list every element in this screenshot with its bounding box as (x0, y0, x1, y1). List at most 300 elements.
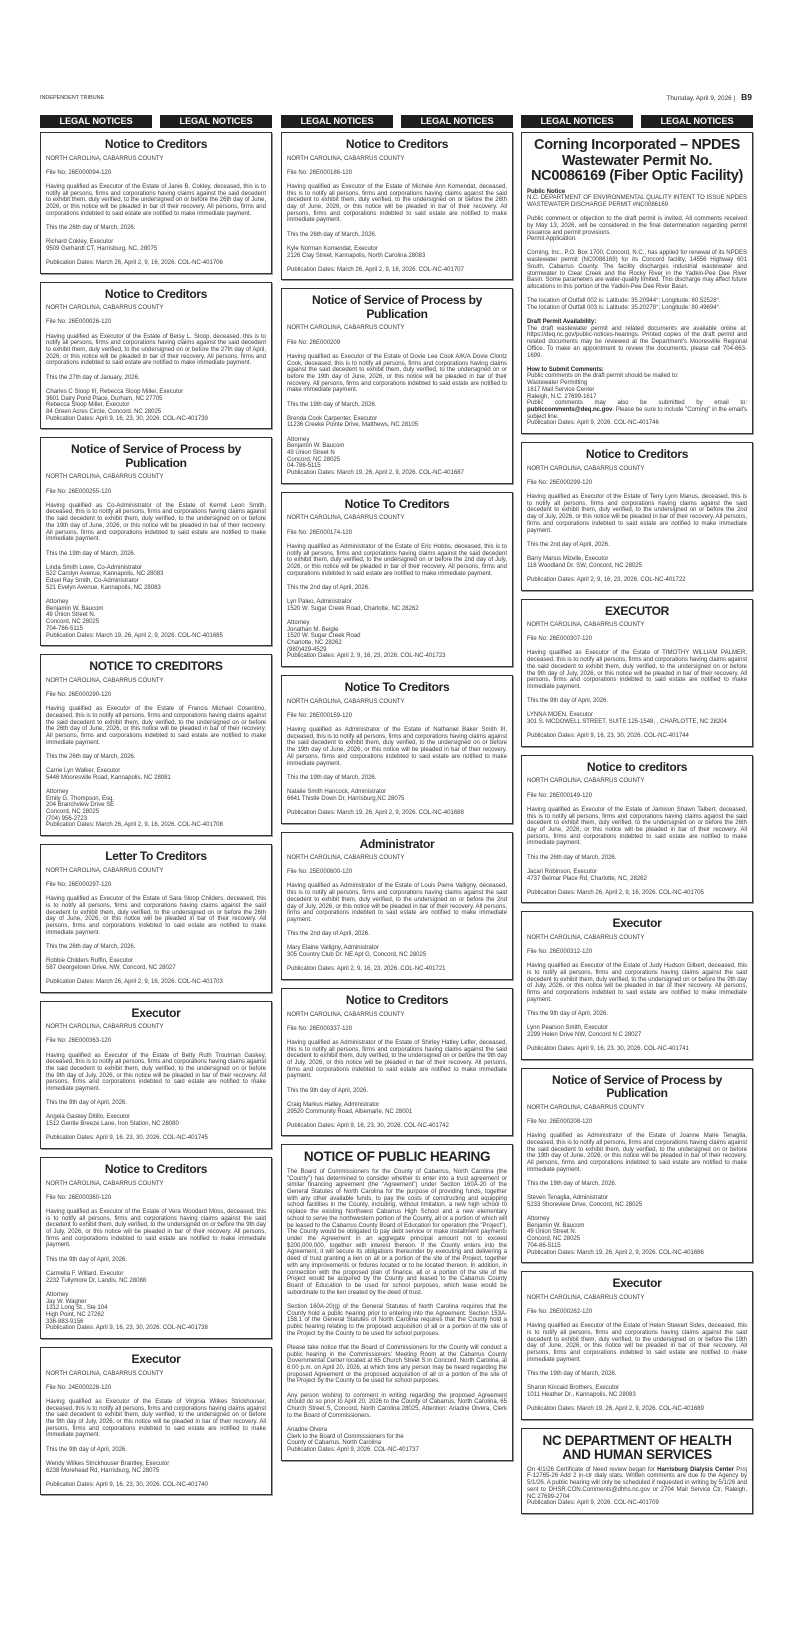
text-line: 521 Evelyn Avenue, Kannapolis, NC 28083 (46, 584, 161, 591)
publication-dates: Publication Dates: April 9, 16, 23, 30, 2026. COL-NC-401741 (527, 1046, 689, 1053)
text-line: 301 S. MCDOWELL STREET, SUITE 125-1548, , CHARLOTTE, NC 28204 (527, 719, 727, 726)
contact-block (287, 246, 507, 259)
notices-list (40, 132, 272, 1495)
notice-body: Having qualified as Executor of the Estate of Sara Sloop Childers, deceased, this is to notify all persons, firms and corporations having claims against the said decedent to exhibit them, duly verified, to the undersigned on or before the 26th day of June, 2026, or this notice will be pleaded in bar of their recovery. All persons, firms and corporations indebted to said estate are notified to make immediate payment. (46, 896, 266, 936)
text-line: Concord, NC 28025 (527, 1236, 581, 1243)
text-line: County of Cabarrus, North Carolina (287, 1440, 382, 1447)
dated-line: This the 9th day of April, 2026. (527, 698, 609, 705)
text-line: Wastewater Permitting (527, 380, 588, 387)
notice-box (281, 988, 513, 1136)
text-line: 305 Country Club Dr. NE Apt G, Concord, NC 28025 (287, 952, 427, 959)
text-line: Publication Dates: April 9, 16, 23, 30, 2026. COL-NC-401738 (46, 1325, 208, 1332)
text-line: LYNNA MOEN, Executor (527, 712, 594, 719)
notice-title: Letter To Creditors (105, 849, 207, 864)
file-number: File No: 26E000312-120 (527, 949, 593, 956)
text-line: Attorney (527, 1216, 550, 1223)
text-segment: . Please be sure to include "Corning" in the email's subject line. (527, 406, 747, 420)
newspaper-name: INDEPENDENT TRIBUNE (40, 95, 105, 101)
text-line: Publication Dates: April 2, 9, 16, 23, 2026. COL-NC-401723 (287, 653, 446, 660)
notice-title: Notice to Creditors (104, 137, 208, 151)
notice-box (521, 911, 753, 1059)
file-number: File No: 25E000600-120 (287, 869, 353, 876)
file-number: File No: 26E000307-120 (527, 636, 593, 643)
text-line: 587 Georgetown Drive, NW, Concord, NC 28027 (46, 964, 176, 971)
text-line: (704) 956-2723 (46, 815, 88, 822)
notice-box (40, 1001, 272, 1149)
text-line: 336-883-9156 (46, 1318, 84, 1325)
notice-body: Having qualified as Administrator of the Estate of Shirley Hatley Lefler, deceased, this is to notify all persons, firms and corporations having claims against the said decedent to exhibit them, duly verified, to the undersigned on or before the 9th day of July, 2026, or this notice will be pleaded in bar of their recovery. All persons, firms and corporations indebted to said estate are notified to make immediate payment. (287, 1039, 507, 1080)
text-line: 1617 Mail Service Center (527, 386, 595, 393)
text-line: 522 Carolyn Avenue, Kannapolis, NC 28083 (46, 571, 164, 578)
notice-title: Notice to Creditors (345, 993, 449, 1008)
text-line: Publication Dates: March 26, April 2, 9, 16, 2026. COL-NC-401708 (46, 822, 223, 829)
notice-paragraph (287, 1304, 507, 1338)
notice-box (40, 132, 272, 274)
notices-list (281, 132, 513, 1461)
file-number: File No: 24E000228-120 (46, 1384, 112, 1391)
text-line: Attorney (46, 788, 69, 795)
paragraph-heading: How to Submit Comments: (527, 366, 604, 373)
county-line: NORTH CAROLINA, CABARRUS COUNTY (46, 1180, 164, 1187)
file-number: File No: 26E000337-120 (287, 1025, 353, 1032)
text-line: Concord, NC 28025 (46, 809, 100, 816)
text-line: 2299 Helen Drive NW, Concord N C 28027 (527, 1031, 642, 1038)
section-banner: LEGAL NOTICES (40, 115, 152, 128)
paragraph-text: The draft wastewater permit and related documents are available online at: https://deq.nc.gov/public-notices-hearings. Printed copies of the draft permit and related documents may be reviewed at the Department's Mooresville Regional Office. To make an appointment to review the documents, please call 704-663-1699. (527, 325, 747, 359)
text-line: Carrie Lyn Walker, Executor (46, 768, 121, 775)
text-line: Lyn Paleo, Administrator (287, 599, 352, 606)
text-line: Carmella F. Willard, Executor (46, 1270, 124, 1277)
notice-title: Notice To Creditors (344, 496, 450, 511)
text-line: 704-786-5115 (46, 625, 83, 632)
text-line: (980)429-4529 (287, 646, 327, 653)
file-number: File No: 26E000255-120 (46, 488, 112, 495)
notice-box (521, 442, 753, 590)
notice-body: Having qualified as Executor of the Estate of TIMOTHY WILLIAM PALMER, deceased, this is to notify all persons, firms and corporations having claims against the said decedent to exhibit them, duly verified, to the undersigned on or before the 9th day of July, 2026, or this notice will be pleaded in bar of their recovery. All persons, firms and corporations indebted to said estate are notified to make immediate payment. (527, 650, 747, 690)
dated-line: This the 19th day of March, 2026. (287, 401, 377, 408)
dated-line: This the 19th day of March, 2026. (46, 550, 136, 557)
text-line: Kyle Norman Komendat, Executor (287, 245, 378, 252)
notice-box (281, 132, 513, 280)
section-banner: LEGAL NOTICES (521, 115, 633, 128)
text-line: Richard Cokley, Executor (46, 239, 114, 246)
file-number: File No: 26E000208-120 (527, 1119, 593, 1126)
text-line: Craig Markus Hatley, Administrator (287, 1101, 380, 1108)
county-line: NORTH CAROLINA, CABARRUS COUNTY (46, 1024, 164, 1031)
column-2 (281, 115, 513, 1469)
notice-paragraph (527, 367, 747, 427)
notice-title: Notice of Service of Process by Publication (311, 293, 483, 321)
notice-box (521, 132, 753, 434)
text-line: Edsel Ray Smith, Co-Administrator (46, 578, 139, 585)
contact-block (46, 768, 266, 781)
text-line: Rebecca Sloop Miller, Executor (46, 402, 130, 409)
text-line: The location of Outfall 003 is: Latitude: 35.20278°; Longitude: 80.49694°. (527, 304, 721, 311)
notice-paragraph (527, 250, 747, 290)
notice-box (281, 1144, 513, 1460)
text-line: High Point, NC 27262 (46, 1311, 105, 1318)
notice-box (281, 832, 513, 980)
notice-box (281, 675, 513, 823)
county-line: NORTH CAROLINA, CABARRUS COUNTY (46, 867, 164, 874)
contact-block (527, 712, 747, 725)
text-line: 04-786-5115 (287, 463, 321, 470)
dated-line: This the 26th day of March, 2026. (527, 854, 617, 861)
text-line: Charlotte, NC 28262 (287, 640, 342, 647)
dated-line: This the 27th day of January, 2026. (46, 374, 140, 381)
paragraph-text: Section 160A-20(g) of the General Statutes of North Carolina requires that the County hold a public hearing prior to entering into the Agreement. Section 153A-158.1 of the General Statutes of North Carolina requires that the County hold a public hearing relating to the proposed acquisition of all or a portion of the site of the Project by the County to be used for school purposes. (287, 1303, 507, 1337)
file-number: File No: 26E000363-120 (46, 1038, 112, 1045)
contact-block (287, 789, 507, 802)
county-line: NORTH CAROLINA, CABARRUS COUNTY (287, 1011, 405, 1018)
notice-body: Having qualified as Executor of the Estate of Michele Ann Komendat, deceased, this is to notify all persons, firms and corporations having claims against the said decedent to exhibit them, duly verified, to the undersigned on or before the 26th day of June, 2026, or this notice will be pleaded in bar of their recovery. All persons, firms and corporations indebted to said estate are notified to make immediate payment. (287, 183, 507, 224)
file-number: File No: 26E000360-120 (46, 1194, 112, 1201)
contact-block (287, 599, 507, 612)
county-line: NORTH CAROLINA, CABARRUS COUNTY (287, 325, 405, 332)
publication-dates: Publication Dates: March 26, April 2, 9, 16, 2026. COL-NC-401707 (287, 266, 464, 273)
text-line: Steven Tenaglia, Administrator (527, 1195, 608, 1202)
section-banner: LEGAL NOTICES (641, 115, 753, 128)
notice-paragraph (527, 189, 747, 209)
county-line: NORTH CAROLINA, CABARRUS COUNTY (46, 1370, 164, 1377)
contact-block (527, 1025, 747, 1038)
text-line: 2232 Tullymore Dr, Landis, NC 28088 (46, 1277, 147, 1284)
text-line: Attorney (287, 619, 310, 626)
notice-title: Corning Incorporated – NPDES Wastewater Permit No. NC0086169 (Fiber Optic Facility) (530, 137, 743, 184)
publication-dates: Publication Dates: April 9, 16, 23, 30, 2026. COL-NC-401740 (46, 1481, 208, 1488)
dated-line: This the 26th day of March, 2026. (287, 231, 377, 238)
file-number: File No: 26E000026-120 (46, 319, 112, 326)
contact-block (527, 1195, 747, 1208)
notice-box (40, 1347, 272, 1495)
text-line: Attorney (287, 436, 310, 443)
text-line: Jacari Robinson, Executor (527, 868, 598, 875)
county-line: NORTH CAROLINA, CABARRUS COUNTY (287, 855, 405, 862)
contact-block (287, 437, 507, 477)
paragraph-text (527, 400, 747, 419)
county-line: NORTH CAROLINA, CABARRUS COUNTY (527, 1294, 645, 1301)
text-line: Publication Dates: March 19, 26, April 2, 9, 2026. COL-NC-401687 (287, 470, 464, 477)
text-line: 49 Union Street N (287, 450, 335, 457)
text-line: 1312 Long St., Ste 104 (46, 1305, 108, 1312)
text-line: Attorney (46, 599, 69, 606)
text-line: 11236 Creeke Pointe Drive, Matthews, NC 28105 (287, 422, 419, 429)
notice-title: Notice to Creditors (585, 447, 689, 462)
contact-block (527, 1385, 747, 1398)
column-1 (40, 115, 272, 1503)
text-line: Natalie Smith Hancock, Administrator (287, 788, 387, 795)
contact-block (287, 945, 507, 958)
text-segment: Proj F-12765-26 Add 2 in-ctr dialy stats. Written comments are due to the Agency by 5/1/26. A public hearing will only be scheduled if requested in writing by 5/1/26 and sent to DHSR.CON.Comments@dhhs.nc.gov or 2704 Mail Service Ctr, Raleigh, NC 27699-2704 (527, 1466, 747, 1500)
text-line: 5233 Shoreview Drive, Concord, NC 28025 (527, 1201, 643, 1208)
county-line: NORTH CAROLINA, CABARRUS COUNTY (287, 515, 405, 522)
text-line: Brenda Cook Carpenter, Executor (287, 415, 378, 422)
notice-body: Having qualified as Administrator of the Estate of Joanne Marie Tenaglia, deceased, this is to notify all persons, firms and corporations having claims against the said decedent to exhibit them, duly verified, to the undersigned on or before the 19th day of June, 2026, or this notice will be pleaded in bar of their recovery. All persons, firms and corporations indebted to said estate are notified to make immediate payment. (527, 1133, 747, 1173)
bold-text: Harrisburg Dialysis Center (657, 1466, 735, 1473)
text-line: 204 Branchview Drive SE (46, 802, 115, 809)
county-line: NORTH CAROLINA, CABARRUS COUNTY (527, 934, 645, 941)
notice-title: Notice of Service of Process by Publication (551, 1072, 723, 1101)
notice-body: Having qualified as Executor of the Estate of Francis Michael Cosentino, deceased, this is to notify all persons, firms and corporations having claims against the said decedent to exhibit them, duly verified, to the undersigned on or before the 26th day of June, 2026, or this notice will be pleaded in bar of their recovery. All persons, firms and corporations indebted to said estate are notified to make immediate payment. (46, 706, 266, 746)
text-line: Concord, NC 28025 (287, 456, 341, 463)
publication-dates: Publication Dates: March 19, 26, April 2, 9, 2026. COL-NC-401688 (287, 809, 464, 816)
county-line: NORTH CAROLINA, CABARRUS COUNTY (527, 622, 645, 629)
contact-block (46, 239, 266, 252)
text-line: 5446 Mooresville Road, Kannapolis, NC 28081 (46, 774, 171, 781)
contact-block (46, 1461, 266, 1474)
publication-dates: Publication Dates: April 9, 16, 23, 30, 2026. COL-NC-401745 (46, 1135, 208, 1142)
notice-box (521, 1068, 753, 1263)
text-line: Attorney (46, 1291, 69, 1298)
text-line: Public comments on the draft permit should be mailed to: (527, 373, 679, 380)
notice-paragraph (287, 1169, 507, 1296)
text-line: Benjamin W. Baucom (527, 1222, 585, 1229)
dated-line: This the 9th day of April, 2026. (46, 1256, 128, 1263)
notice-title: NOTICE OF PUBLIC HEARING (303, 1149, 491, 1165)
notice-box (521, 755, 753, 903)
notice-body: Having qualified as Executor of the Estate of Betsy L. Sloop, deceased, this is to notify all persons, firms and corporations having claims against the said decedent to exhibit them, duly verified, to the undersigned on or before the 27th day of April, 2026, or this notice will be pleaded in bar of their recovery. All persons, firms and corporations indebted to said estate are notified to make immediate payment. (46, 333, 266, 367)
file-number: File No: 26E000159-120 (287, 712, 353, 719)
text-line: Emily G. Thompson, Esq. (46, 795, 114, 802)
text-line: Benjamin W. Baucom (46, 605, 104, 612)
text-line: Publication Dates: April 9, 2026. COL-NC-401737 (287, 1446, 419, 1453)
notice-box (40, 654, 272, 836)
section-banner: LEGAL NOTICES (160, 115, 272, 128)
column-3 (521, 115, 753, 1522)
notice-body: Having qualified as Executor of the Estate of Vera Woodard Moss, deceased, this is to notify all persons, firms and corporations having claims against the said decedent to exhibit them, duly verified, to the undersigned on or before the 9th day of July, 2026, or this notice will be pleaded in bar of their recovery. All persons, firms and corporations indebted to said estate are notified to make immediate payment. (46, 1208, 266, 1249)
contact-block (287, 416, 507, 429)
paragraph-heading: Draft Permit Availability: (527, 319, 597, 326)
text-line: Publication Dates: March 19, 26, April 2, 9, 2026. COL-NC-401686 (527, 1249, 704, 1256)
contact-block (287, 620, 507, 660)
text-line: Clerk to the Board of Commissioners for the (287, 1433, 404, 1440)
notice-body: Having qualified as Executor of the Estate of Judy Hudson Gilbert, deceased, this is to notify all persons, firms and corporations having claims against the said decedent to exhibit them, duly verified, to the undersigned on or before the 9th day of July, 2026, or this notice will be pleaded in bar of their recovery. All persons, firms and corporations indebted to said estate are notified to make immediate payment. (527, 963, 747, 1003)
paragraph-text: N.C. DEPARTMENT OF ENVIRONMENTAL QUALITY INTENT TO ISSUE NPDES WASTEWATER DISCHARGE PERMIT #NC0086169 (527, 195, 747, 208)
file-number: File No: 26E000299-120 (527, 479, 593, 486)
paragraph-heading: Public Notice (527, 188, 566, 195)
paragraph-text: Any person wishing to comment in writing regarding the proposed Agreement should do so prior to April 20, 2026 to the County of Cabarrus, North Carolina, 65 Church Street S, Concord, North Carolina 28025, Attention: Ariadne Olvera, Clerk to the Board of Commissioners. (287, 1392, 507, 1419)
text-line: 1512 Gentle Breeze Lane, Iron Station, NC 28080 (46, 1121, 179, 1128)
publication-dates: Publication Dates: March 26, April 2, 9, 16, 2026. COL-NC-401706 (46, 260, 223, 267)
notice-title: EXECUTOR (604, 603, 670, 618)
county-line: NORTH CAROLINA, CABARRUS COUNTY (527, 1104, 645, 1111)
dated-line: This the 2nd day of April, 2026. (287, 931, 370, 938)
text-line: 6641 Thistle Down Dr, Harrisburg,NC 28075 (287, 795, 405, 802)
notice-title: Notice To Creditors (344, 680, 450, 695)
text-line: The location of Outfall 002 is: Latitude: 35.20944°; Longitude: 80.52528°. (527, 298, 721, 305)
notice-paragraph (287, 1345, 507, 1385)
text-line: 1011 Heather Dr., Kannapolis, NC 28083 (527, 1391, 636, 1398)
section-banner: LEGAL NOTICES (281, 115, 393, 128)
county-line: NORTH CAROLINA, CABARRUS COUNTY (527, 778, 645, 785)
notice-title: Executor (131, 1352, 181, 1367)
notice-title: Notice to Creditors (345, 137, 449, 151)
publication-dates: Publication Dates: April 2, 9, 16, 23, 2026. COL-NC-401721 (287, 966, 446, 973)
text-line: Mary Elaine Valligny, Administrator (287, 945, 379, 952)
notice-paragraph (287, 1393, 507, 1420)
dated-line: This the 2nd day of April, 2026. (287, 584, 370, 591)
text-line: 49 Union Street N. (46, 612, 96, 619)
contact-block (46, 1114, 266, 1127)
contact-block (46, 1271, 266, 1284)
notice-body: Having qualified as Executor of the Estate of Janie B. Cokley, deceased, this is to notify all persons, firms and corporations having claims against the said decedent to exhibit them, duly verified, to the undersigned on or before the 26th day of June, 2026, or this notice will be pleaded in bar of their recovery. All persons, firms and corporations indebted to said estate are notified to make immediate payment. (46, 183, 266, 217)
text-line: Robbie Childers Ruffin, Executor (46, 958, 133, 965)
text-line: Wendy Wilkes Strickhouser Brantley, Executor (46, 1460, 170, 1467)
county-line: NORTH CAROLINA, CABARRUS COUNTY (287, 155, 405, 162)
notice-paragraph (527, 319, 747, 359)
file-number: File No: 26E000094-120 (46, 169, 112, 176)
text-line: 1520 W. Sugar Creek Road (287, 633, 361, 640)
notice-body: Having qualified as Executor of the Estate of Betty Ruth Troutman Gaskey, deceased, this is to notify all persons, firms and corporations having claims against the said decedent to exhibit them, duly verified, to the undersigned on or before the 9th day of July, 2026, or this notice will be pleaded in bar of their recovery. All persons, firms and corporations indebted to said estate are notified to make immediate payment. (46, 1052, 266, 1093)
bold-text: publiccomments@deq.nc.gov (527, 406, 613, 413)
text-line: Publication Dates: March 19, 26, April 2, 9, 2026. COL-NC-401685 (46, 632, 223, 639)
notice-title: Executor (131, 1005, 181, 1020)
notice-box (281, 288, 513, 483)
contact-block (527, 869, 747, 882)
notice-box (40, 844, 272, 992)
notice-body: Having qualified as Administrator of the Estate of Louis Pierre Valligny, deceased, this is to notify all persons, firms and corporations having claims against the said decedent to exhibit them, duly verified, to the undersigned on or before the 2nd day of July, 2026, or this notice will be pleaded in bar of their recovery. All persons, firms and corporations indebted to said estate are notified to make immediate payment. (287, 883, 507, 923)
notice-paragraph (527, 216, 747, 243)
dated-line: This the 9th day of April, 2026. (46, 1446, 128, 1453)
dated-line: This the 26th day of March, 2026. (46, 943, 136, 950)
county-line: NORTH CAROLINA, CABARRUS COUNTY (287, 698, 405, 705)
file-number: File No: 26E000209 (287, 339, 341, 346)
notice-title: Notice to creditors (586, 759, 688, 774)
text-line: Jonathan M. Beigle (287, 626, 339, 633)
dated-line: This the 9th day of April, 2026. (46, 1100, 128, 1107)
dated-line: This the 26th day of March, 2026. (46, 753, 136, 760)
file-number: File No: 26E000297-120 (46, 881, 112, 888)
contact-block (287, 1102, 507, 1115)
text-line: Sharon Kincaid Brothers, Executor (527, 1385, 620, 1392)
county-line: NORTH CAROLINA, CABARRUS COUNTY (46, 305, 164, 312)
notice-paragraph (287, 1427, 507, 1454)
text-line: Ariadne Olvera (287, 1426, 328, 1433)
notice-title: Administrator (359, 836, 435, 851)
text-line: 29520 Community Road, Albemarle, NC 28001 (287, 1108, 413, 1115)
contact-block (46, 1292, 266, 1332)
text-line: 49 Union Street N. (527, 1229, 577, 1236)
publication-dates: Publication Dates: April 9, 16, 23, 30, 2026. COL-NC-401744 (527, 733, 689, 740)
notice-box (40, 437, 272, 646)
contact-block (527, 556, 747, 569)
county-line: NORTH CAROLINA, CABARRUS COUNTY (46, 677, 164, 684)
text-line: 118 Woodland Dr. SW, Concord, NC 28025 (527, 562, 642, 569)
text-line: Publication Dates: April 9, 16, 23, 30, 2026. COL-NC-401739 (46, 415, 208, 422)
page-date-folio (666, 92, 752, 102)
text-line: Charles C Sloop III, Rebecca Sloop Miller, Executor (46, 388, 184, 395)
dated-line: This the 9th day of April, 2026. (287, 1087, 369, 1094)
paragraph-text (527, 1467, 747, 1500)
page-number: B9 (741, 92, 752, 102)
text-line: Raleigh, N.C. 27699-1617 (527, 393, 597, 400)
notice-title: Executor (612, 916, 662, 931)
notice-paragraph (527, 1467, 747, 1507)
text-line: Benjamin W. Baucom (287, 443, 345, 450)
dated-line: This the 2nd day of April, 2026. (527, 541, 610, 548)
publication-dates: Publication Dates: April 9, 16, 23, 30, 2026. COL-NC-401742 (287, 1122, 449, 1129)
paragraph-text: The Board of Commissioners for the County of Cabarrus, North Carolina (the "County") has determined to consider whether to enter into a trust agreement or similar financing agreement (the "Agreement") under Section 160A-20 of the General Statutes of North Carolina for the purpose of providing funds, together with any other available funds, to pay the costs of constructing and equipping school facilities in the County, including, without limitation, a new high school to replace the existing Northwest Cabarrus High School and a new elementary school to serve the northwestern portion of the County, all or a portion of which will be leased to the Cabarrus County Board of Education for operation (the "Project"). The County would be obligated to pay debt service or make installment payments under the Agreement in an aggregate principal amount not to exceed $200,000,000, together with interest thereon. If the County enters into the Agreement, it will secure its obligations thereunder by executing and delivering a deed of trust granting a lien on all or a portion of the site of the Project, together with any improvements or fixtures located or to be located thereon. In addition, in connection with the proposed plan of finance, all or a portion of the site of the Project would be acquired by the County and leased to the Cabarrus County Board of Education to be used for school purposes, which lease would be subordinate to the lien created by the deed of trust. (287, 1168, 507, 1296)
notices-list (521, 132, 753, 1514)
notice-title: NOTICE TO CREDITORS (89, 659, 223, 674)
text-line: Linda Smith Lowe, Co-Administrator (46, 564, 143, 571)
notice-body: Having qualified as Co-Administrator of the Estate of Kermit Leon Smith, deceased, this is to notify all persons, firms and corporations having claims against the said decedent to exhibit them, duly verified, to the undersigned on or before the 19th day of June, 2026, or this notice will be pleaded in bar of their recovery. All persons, firms and corporations indebted to said estate are notified to make immediate payment. (46, 502, 266, 543)
paragraph-text: Public comment or objection to the draft permit is invited. All comments received by May 13, 2026, will be considered in the final determination regarding permit issuance and permit provisions. (527, 216, 747, 236)
text-line: Lynn Pearson Smith, Executor (527, 1025, 608, 1032)
notice-body: Having qualified as Executor of the Estate of Virginia Wilkes Strickhouser, deceased, this is to notify all persons, firms and corporations having claims against the said decedent to exhibit them, duly verified, to the undersigned on or before the 9th day of July, 2026, or this notice will be pleaded in bar of their recovery. All persons, firms and corporations indebted to said estate are notified to make immediate payment. (46, 1398, 266, 1439)
notice-box (521, 599, 753, 747)
file-number: File No: 26E000149-120 (527, 792, 593, 799)
text-line: 6238 Morehead Rd, Harrisburg, NC 28075 (46, 1467, 160, 1474)
notice-body: Having qualified as Executor of the Estate of Dovie Lee Cook A/K/A Dovie Clontz Cook, deceased, this is to notify all persons, firms and corporations having claims against the said decedent to exhibit them, duly verified, to the undersigned on or before the 19th day of June, 2026, or this notice will be pleaded in bar of their recovery. All persons, firms and corporations indebted to said estate are notified to make immediate payment. (287, 353, 507, 394)
text-segment: On 4/1/26 Certificate of Need review began for (527, 1466, 658, 1473)
file-number: File No: 26E000290-120 (46, 691, 112, 698)
dated-line: This the 19th day of March, 2026. (527, 1370, 617, 1377)
text-line: 9509 Gerhardt CT, Harrisburg, NC, 28075 (46, 245, 158, 252)
contact-block (46, 389, 266, 423)
text-line: 84 Green Acres Circle, Concord. NC 28025 (46, 408, 162, 415)
county-line: NORTH CAROLINA, CABARRUS COUNTY (46, 155, 164, 162)
text-line: 4737 Belmar Place Rd, Charlotte, NC, 28262 (527, 875, 647, 882)
text-line: Publication Dates: April 9, 2026. COL-NC-401709 (527, 1500, 659, 1507)
dated-line: This the 19th day of March, 2026. (527, 1180, 617, 1187)
paragraph-text: Corning, Inc., P.O. Box 1700, Concord, N.C., has applied for renewal of its NPDES wastewater permit (NC0086169) for its Concord facility, 14556 Highway 601 South, Cabarrus County. The facility discharges industrial wastewater and stormwater to Clear Creek and the Rocky River in the Yadkin-Pee Dee River Basin. Some parameters are water-quality limited. This discharge may affect future allocations in this portion of the Yadkin-Pee Dee River Basin. (527, 250, 747, 290)
text-line: 704-86-5115 (527, 1242, 561, 1249)
text-line: 3601 Dairy Pond Place, Durham, NC 27705 (46, 395, 163, 402)
publication-dates: Publication Dates: March 26, April 2, 9, 16, 2026. COL-NC-401705 (527, 889, 704, 896)
section-banner: LEGAL NOTICES (401, 115, 513, 128)
text-line: 2126 Clay Street, Kannapolis, North Carolina 28083 (287, 252, 426, 259)
text-line: Permit Application: (527, 236, 577, 243)
file-number: File No: 26E000174-120 (287, 529, 353, 536)
text-segment: Public comments may also be submitted by email to: (527, 400, 747, 407)
notice-paragraph (527, 298, 747, 311)
dated-line: This the 9th day of April, 2026. (527, 1011, 609, 1018)
contact-block (46, 789, 266, 829)
text-line: Angela Gaskey Ditillo, Executor (46, 1114, 131, 1121)
notice-title: NC DEPARTMENT OF HEALTH AND HUMAN SERVICES (542, 1432, 732, 1463)
notice-box (521, 1271, 753, 1419)
notice-body: Having qualified as Administrator of the Estate of Nathaniel Baker Smith III, deceased, this is to notify all persons, firms and corporations having claims against the said decedent to exhibit them, duly verified, to the undersigned on or before the 19th day of June, 2026, or this notice will be pleaded in bar of their recovery. All persons, firms and corporations indebted to said estate are notified to make immediate payment. (287, 727, 507, 767)
text-line: Barry Manus Mizelle, Executor (527, 555, 609, 562)
notice-box (40, 282, 272, 430)
notice-box (521, 1428, 753, 1514)
publication-dates: Publication Dates: April 2, 9, 16, 23, 2026. COL-NC-401722 (527, 576, 686, 583)
publication-dates: Publication Dates: March 26, April 2, 9, 16, 2026. COL-NC-401703 (46, 978, 223, 985)
text-line: Jay W. Wagner (46, 1298, 87, 1305)
text-line: Publication Dates: April 9, 2026. COL-NC-401746 (527, 420, 659, 427)
county-line: NORTH CAROLINA, CABARRUS COUNTY (527, 465, 645, 472)
contact-block (527, 1216, 747, 1256)
notice-body: Having qualified as Executor of the Estate of Helen Stewart Sides, deceased, this is to notify all persons, firms and corporations having claims against the said decedent to exhibit them, duly verified, to the undersigned on or before the 19th day of June, 2026, or this notice will be pleaded in bar of their recovery. All persons, firms and corporations indebted to said estate are notified to make immediate payment. (527, 1323, 747, 1363)
notice-body: Having qualified as Executor of the Estate of Jamison Shawn Talbert, deceased, this is to notify all persons, firms and corporations having claims against the said decedent to exhibit them, duly verified, to the undersigned on or before the 26th day of June, 2026, or this notice will be pleaded in bar of their recovery. All persons, firms and corporations indebted to said estate are notified to make immediate payment. (527, 806, 747, 847)
text-line: 1520 W. Sugar Creek Road, Charlotte, NC 28262 (287, 605, 419, 612)
notice-title: Notice of Service of Process by Publication (70, 442, 242, 470)
notice-body: Having qualified as Administrator of the Estate of Eric Hobbs, deceased, this is to notify all persons, firms and corporations having claims against the said decedent to exhibit them, duly verified, to the undersigned on or before the 2nd day of July, 2026, or this notice will be pleaded in bar of their recovery. All persons, firms and corporations indebted to said estate are notified to make immediate payment. (287, 543, 507, 577)
county-line: NORTH CAROLINA, CABARRUS COUNTY (46, 474, 164, 481)
text-line: Concord, NC 28025 (46, 619, 100, 626)
paragraph-text: Please take notice that the Board of Commissioners for the County will conduct a public hearing in the Commissioners' Meeting Room at the Cabarrus County Governmental Center located at 65 Church Street S in Concord, North Carolina, at 6:00 p.m. on April 20, 2026, at which time any person may be heard regarding the proposed Agreement or the proposed acquisition of all or a portion of the site of the Project by the County to be used for school purposes. (287, 1344, 507, 1385)
file-number: File No: 26E000262-120 (527, 1309, 593, 1315)
notice-box (40, 1157, 272, 1339)
dated-line: This the 26th day of March, 2026. (46, 224, 136, 231)
contact-block (46, 565, 266, 592)
file-number: File No: 26E000186-120 (287, 169, 353, 176)
notice-title: Executor (612, 1276, 662, 1291)
notice-title: Notice to Creditors (104, 286, 208, 301)
dated-line: This the 19th day of March, 2026. (287, 774, 377, 781)
publication-dates: Publication Dates: March 19, 26, April 2, 9, 2026. COL-NC-401689 (527, 1406, 704, 1413)
